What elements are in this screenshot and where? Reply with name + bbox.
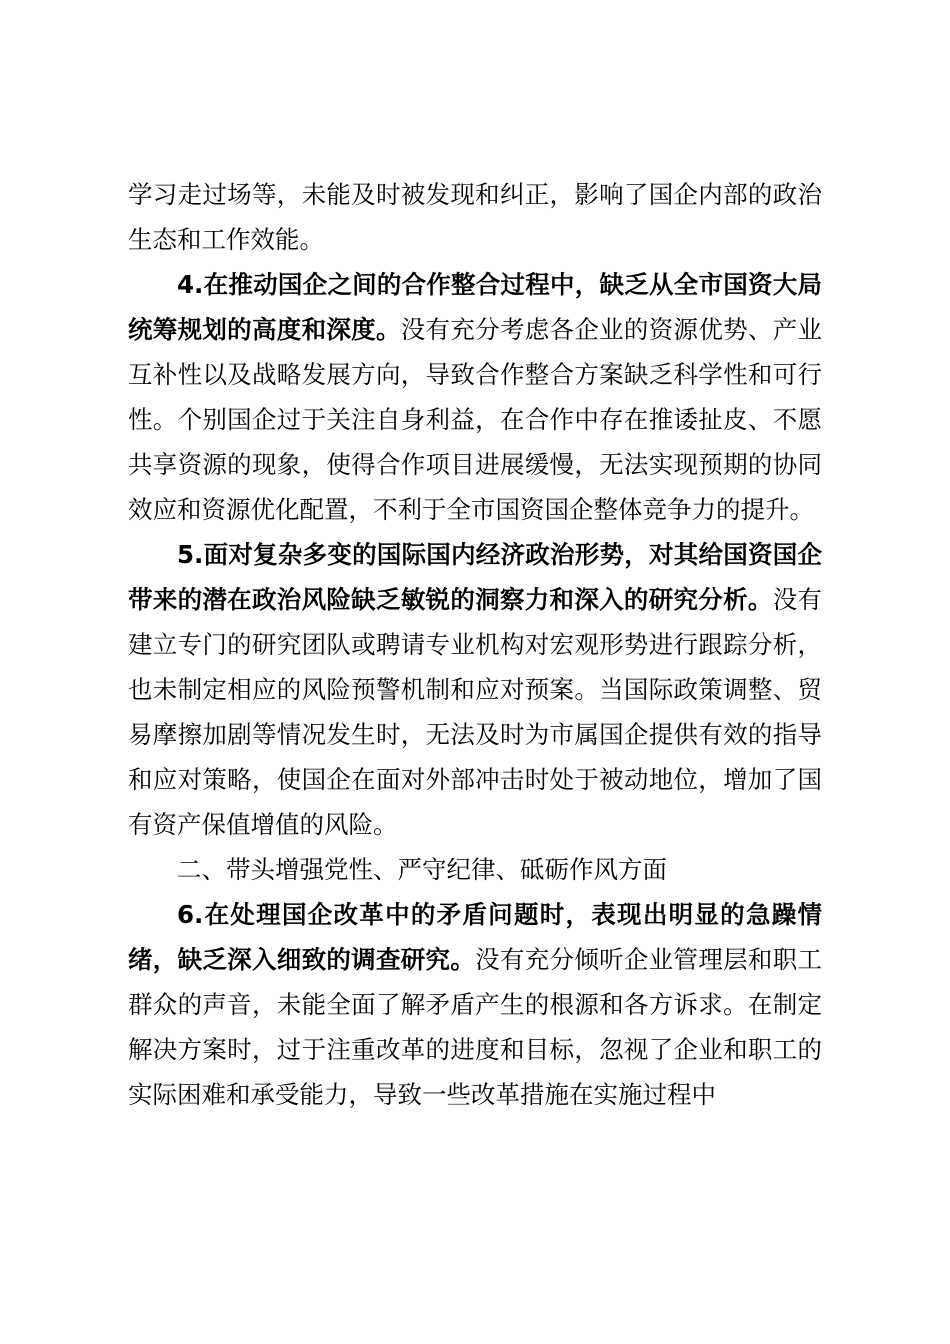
paragraph-item-5 [128,532,822,847]
paragraph-continuation [128,172,822,262]
paragraph-lead: 4.在推动国企之间的合作整合过程中，缺乏从全市国资大局统筹规划的高度和深度。 [128,270,822,344]
paragraph-lead: 5.面对复杂多变的国际国内经济政治形势，对其给国资国企带来的潜在政治风险缺乏敏锐的洞察力和深入的研究分析。 [128,540,822,614]
paragraph-body: 没有充分倾听企业管理层和职工群众的声音，未能全面了解矛盾产生的根源和各方诉求。在制定解决方案时，过于注重改革的进度和目标，忽视了企业和职工的实际困难和承受能力，导致一些改革措施在实施过程中 [128,945,823,1109]
section-heading [128,847,822,892]
document-page [128,172,822,1117]
paragraph-item-6 [128,892,822,1117]
paragraph-item-4 [128,262,822,532]
section-heading-text: 二、带头增强党性、严守纪律、砥砺作风方面 [177,855,667,884]
paragraph-body: 学习走过场等，未能及时被发现和纠正，影响了国企内部的政治生态和工作效能。 [128,180,822,254]
paragraph-body: 没有建立专门的研究团队或聘请专业机构对宏观形势进行跟踪分析，也未制定相应的风险预警机制和应对预案。当国际政策调整、贸易摩擦加剧等情况发生时，无法及时为市属国企提供有效的指导和应对策略，使国企在面对外部冲击时处于被动地位，增加了国有资产保值增值的风险。 [128,585,822,839]
paragraph-body: 没有充分考虑各企业的资源优势、产业互补性以及战略发展方向，导致合作整合方案缺乏科学性和可行性。个别国企过于关注自身利益，在合作中存在推诿扯皮、不愿共享资源的现象，使得合作项目进展缓慢，无法实现预期的协同效应和资源优化配置，不利于全市国资国企整体竞争力的提升。 [128,315,823,524]
paragraph-lead: 6.在处理国企改革中的矛盾问题时，表现出明显的急躁情绪，缺乏深入细致的调查研究。 [128,900,822,974]
